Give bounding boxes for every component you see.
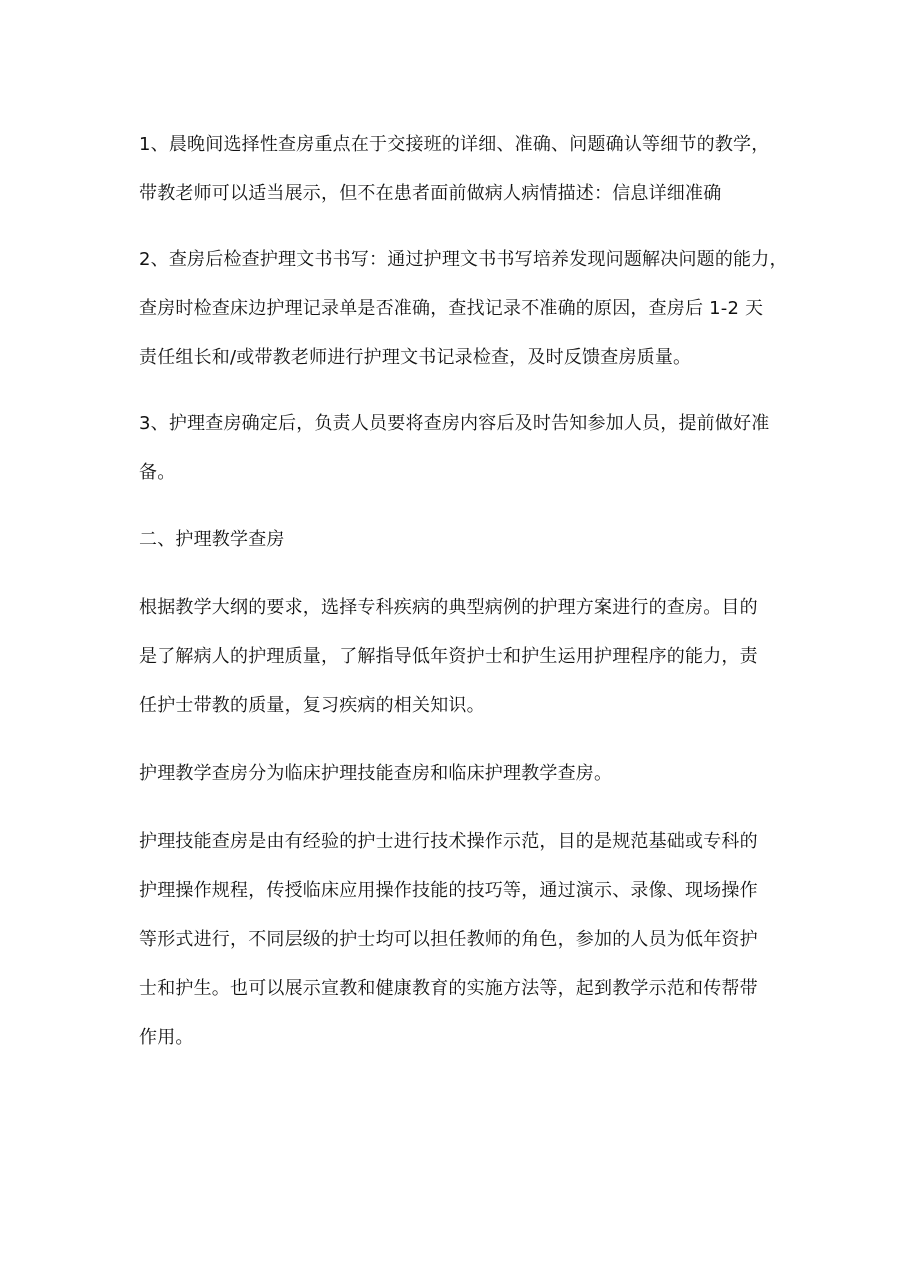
paragraph-5-line-3: 任护士带教的质量，复习疾病的相关知识。	[139, 695, 485, 716]
paragraph-5-line-1: 根据教学大纲的要求，选择专科疾病的典型病例的护理方案进行的查房。目的	[139, 597, 758, 618]
paragraph-6-line-1: 护理教学查房分为临床护理技能查房和临床护理教学查房。	[139, 763, 613, 784]
paragraph-2-line-1: 2、查房后检查护理文书书写：通过护理文书书写培养发现问题解决问题的能力，	[139, 249, 788, 270]
paragraph-7-line-1: 护理技能查房是由有经验的护士进行技术操作示范，目的是规范基础或专科的	[139, 831, 758, 852]
paragraph-7-line-4: 士和护生。也可以展示宣教和健康教育的实施方法等，起到教学示范和传帮带	[139, 978, 758, 999]
paragraph-7-line-2: 护理操作规程，传授临床应用操作技能的技巧等，通过演示、录像、现场操作	[139, 880, 758, 901]
paragraph-1-line-1: 1、晨晚间选择性查房重点在于交接班的详细、准确、问题确认等细节的教学，	[139, 134, 770, 155]
paragraph-5-line-2: 是了解病人的护理质量，了解指导低年资护士和护生运用护理程序的能力，责	[139, 646, 758, 667]
paragraph-3-line-2: 备。	[139, 462, 176, 483]
paragraph-2-line-3: 责任组长和/或带教老师进行护理文书记录检查，及时反馈查房质量。	[139, 347, 692, 368]
paragraph-3-line-1: 3、护理查房确定后，负责人员要将查房内容后及时告知参加人员，提前做好准	[139, 413, 770, 434]
paragraph-1-line-2: 带教老师可以适当展示，但不在患者面前做病人病情描述：信息详细准确	[139, 183, 722, 204]
paragraph-7-line-3: 等形式进行，不同层级的护士均可以担任教师的角色，参加的人员为低年资护	[139, 929, 758, 950]
paragraph-7-line-5: 作用。	[139, 1027, 194, 1048]
paragraph-2-line-2: 查房时检查床边护理记录单是否准确，查找记录不准确的原因，查房后 1-2 天	[139, 298, 764, 319]
section-heading: 二、护理教学查房	[139, 529, 285, 550]
